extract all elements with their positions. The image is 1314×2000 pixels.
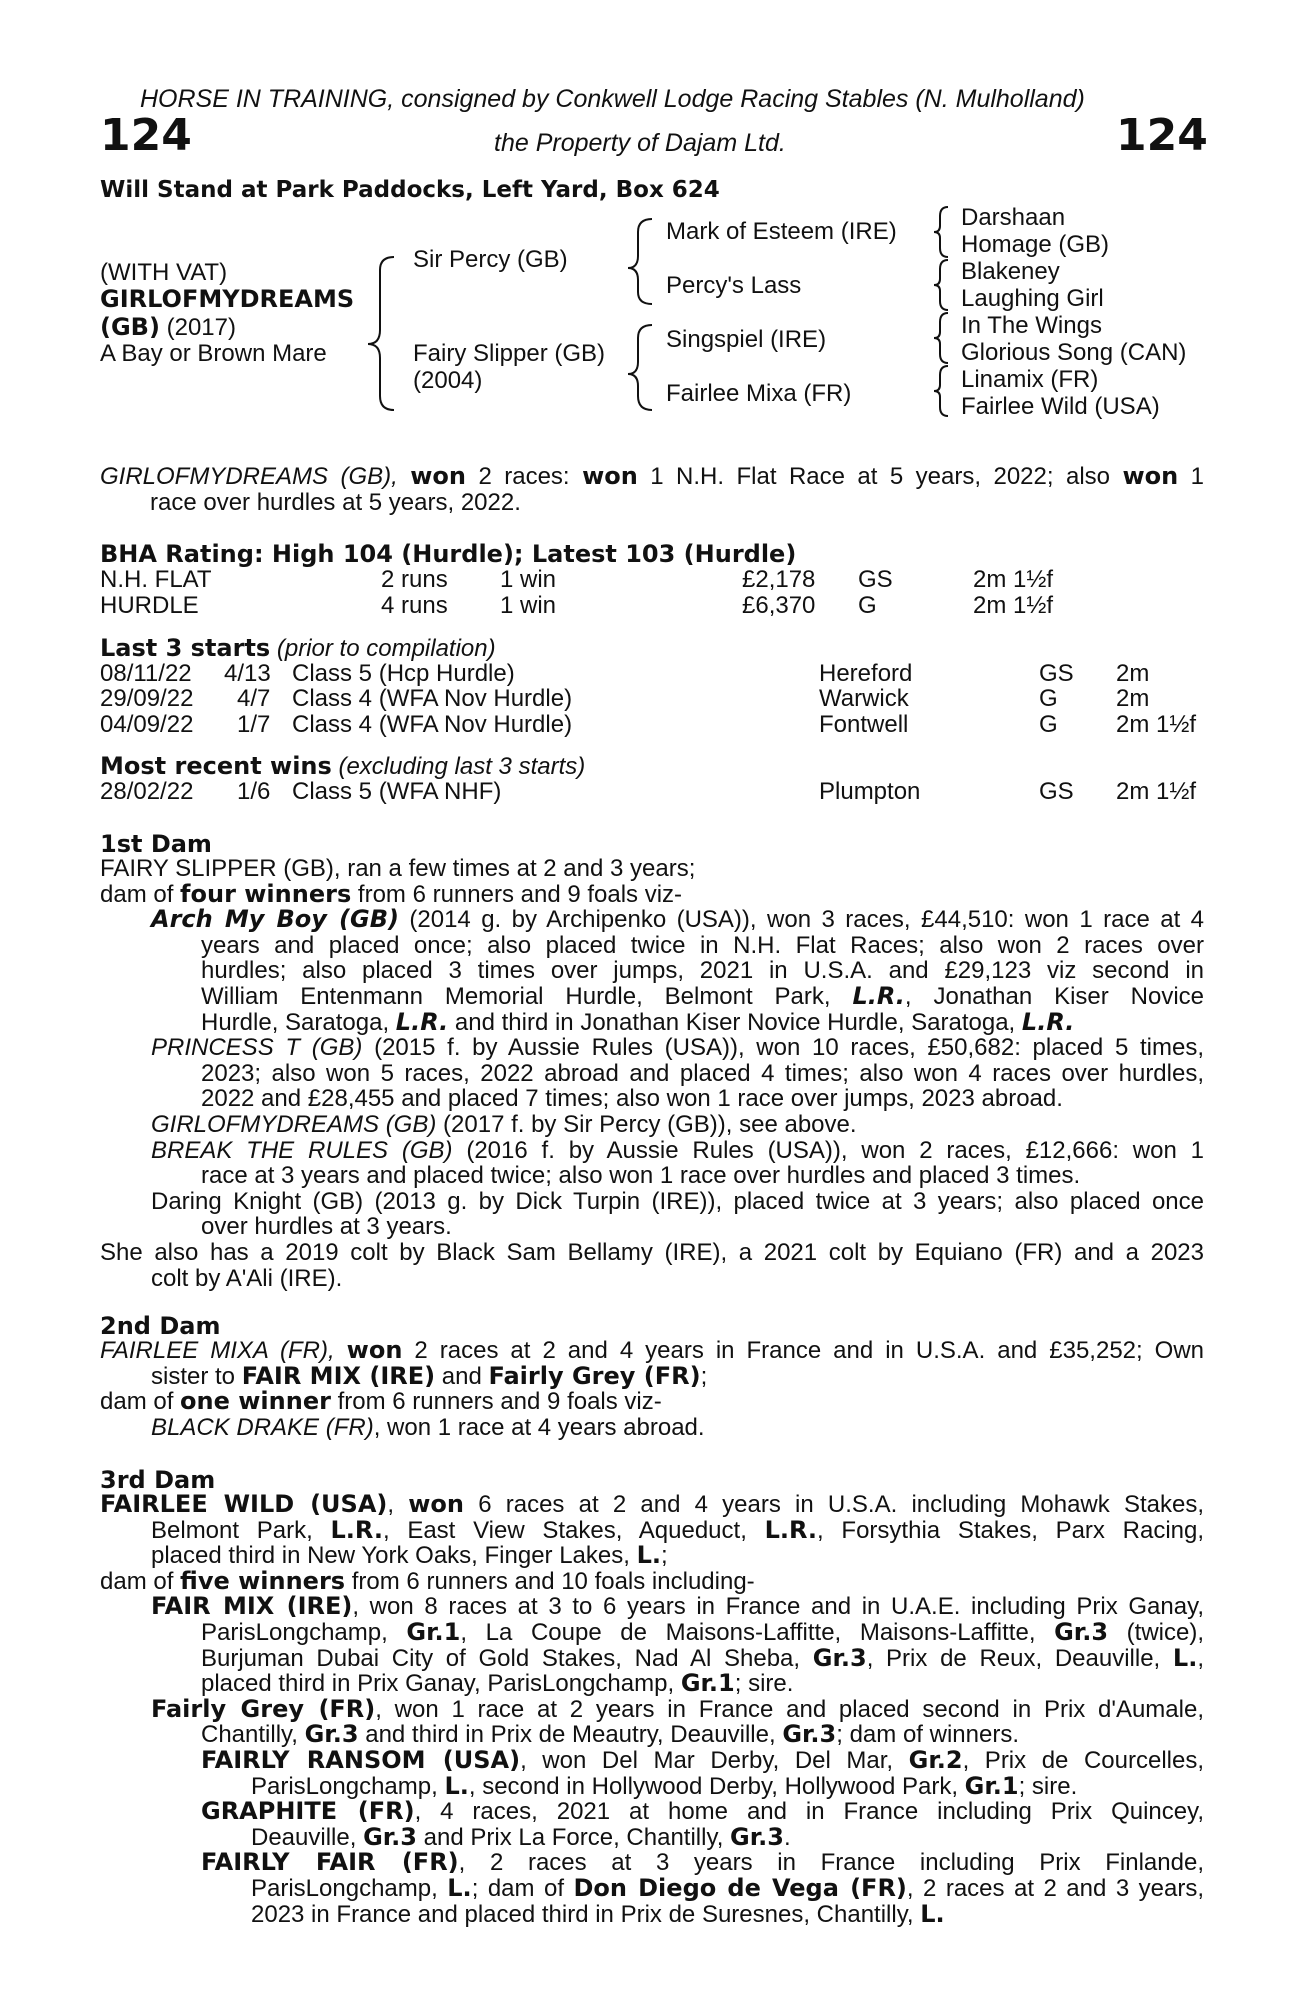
pedigree-ggs-8: Fairlee Wild (USA) [961,393,1160,420]
bha-row-type-2: HURDLE [100,592,199,619]
summary-count: 1 [1190,463,1205,490]
fairly-ransom-l: L. [444,1771,469,1800]
daring-line-2: over hurdles at 3 years. [201,1213,452,1241]
bha-row-going-2: G [858,592,877,619]
dam3-l: L. [636,1541,662,1570]
vat-label: (WITH VAT) [100,259,228,286]
fairly-fair-3a: 2023 in France and placed third in Prix de Suresnes, Chantilly, [251,1900,914,1928]
brace-main [368,257,394,410]
last3-date-2: 29/09/22 [100,685,194,712]
dam3-section [100,1492,1204,1927]
pedigree-ggs-2: Homage (GB) [961,231,1110,258]
graphite-2a: Deauville, [251,1823,357,1851]
recent-date-1: 28/02/22 [100,778,194,805]
princess-line-2: 2023; also won 5 races, 2022 abroad and placed 4 times; also won 4 races over hurdles, [201,1059,1204,1087]
dam2-heading: 2nd Dam [100,1312,221,1340]
fairly-fair-2d: , 2 races at 2 and 3 years, [906,1874,1204,1902]
fairly-ransom-2c: ; sire. [1018,1772,1078,1800]
arch-line-1: (2014 g. by Archipenko (USA)), won 3 races, £44,510: won 1 race at 4 [409,906,1205,934]
pedigree-ggs-3: Blakeney [961,258,1060,285]
fair-mix-3c: , [1197,1644,1204,1672]
fairly-ransom-name: FAIRLY RANSOM (USA) [201,1745,521,1774]
fairly-fair-l: L. [447,1873,472,1902]
dam3-line-2a: Belmont Park, [151,1516,313,1544]
fairly-ransom-gr1: Gr.1 [964,1771,1019,1800]
fairly-grey-2c: ; dam of winners. [836,1721,1019,1749]
recent-course-1: Plumpton [819,778,921,805]
lot-number-left: 124 [100,110,192,161]
last3-dist-1: 2m [1116,660,1150,687]
dam2-name: FAIRLEE MIXA (FR), [100,1337,335,1364]
horse-year: (2017) [166,314,236,341]
bha-row-runs-1: 2 runs [381,566,448,593]
stand-line: Will Stand at Park Paddocks, Left Yard, Box 624 [100,177,720,203]
last3-date-3: 04/09/22 [100,711,194,738]
last3-going-1: GS [1039,660,1074,687]
graphite-2c: . [783,1823,791,1851]
recent-heading [100,752,585,781]
dam3-line-3b: ; [661,1542,668,1570]
dam3-line-3a: placed third in New York Oaks, Finger Lakes, [151,1542,630,1570]
last3-going-3: G [1039,711,1058,738]
race-summary [100,464,1204,515]
summary-won: won [410,462,466,490]
daring-line-1: Daring Knight (GB) (2013 g. by Dick Turpin (IRE)), placed twice at 3 years; also placed once [151,1187,1204,1215]
bha-heading: BHA Rating: High 104 (Hurdle); Latest 103 (Hurdle) [100,540,797,568]
last3-dist-2: 2m [1116,685,1150,712]
pedigree-gs3: Singspiel (IRE) [666,326,827,353]
dam1-line-1: FAIRY SLIPPER (GB), ran a few times at 2 and 3 years; [100,855,696,882]
pedigree-gs1: Mark of Esteem (IRE) [666,218,897,245]
recent-pos-1: 1/6 [237,778,271,805]
brace-gg3 [934,313,948,363]
summary-won-3: won [1122,462,1179,490]
horse-description: A Bay or Brown Mare [100,340,327,367]
last3-date-1: 08/11/22 [100,660,192,687]
dam3-line-2c: , Forsythia Stakes, Parx Racing, [817,1516,1205,1544]
girl-line: (2017 f. by Sir Percy (GB)), see above. [443,1110,857,1138]
horse-name: GIRLOFMYDREAMS [100,285,355,313]
dam1-heading: 1st Dam [100,830,212,858]
last3-going-2: G [1039,685,1058,712]
dam3-line-2b: , East View Stakes, Aqueduct, [382,1516,747,1544]
last3-pos-3: 1/7 [237,711,271,738]
dam1-foals: from 6 runners and 9 foals viz- [357,880,683,908]
also-line-2: colt by A'Ali (IRE). [151,1264,343,1292]
brace-sire [628,219,652,304]
pedigree-ggs-4: Laughing Girl [961,285,1104,312]
property-line: the Property of Dajam Ltd. [494,129,786,157]
fairly-ransom-gr2: Gr.2 [908,1745,963,1774]
arch-line-4b: , Jonathan Kiser Novice [904,982,1205,1010]
break-line-1: (2016 f. by Aussie Rules (USA)), won 2 races, £12,666: won 1 [466,1136,1204,1164]
dam2-fair-mix: FAIR MIX (IRE) [241,1361,436,1390]
dam2-dam-of: dam of [100,1388,174,1416]
summary-won-2: won [582,462,638,490]
fair-mix-gr1-2: Gr.1 [680,1669,735,1698]
bha-row-prize-2: £6,370 [742,592,816,619]
last3-pos-2: 4/7 [237,685,271,712]
brace-gg2 [934,260,948,310]
horse-suffix: (GB) [100,313,160,341]
graphite-name: GRAPHITE (FR) [201,1797,415,1826]
arch-lr-2: L.R. [395,1007,449,1036]
pedigree-gs4: Fairlee Mixa (FR) [666,380,852,407]
graphite-2b: and Prix La Force, Chantilly, [423,1823,724,1851]
pedigree-ggs-6: Glorious Song (CAN) [961,339,1187,366]
dam2-semicolon: ; [700,1362,708,1390]
recent-dist-1: 2m 1½f [1116,778,1197,805]
dam3-foals: from 6 runners and 10 foals including- [351,1567,755,1595]
dam1-dam-of: dam of [100,880,174,908]
recent-title: Most recent wins [100,752,332,780]
fair-mix-gr3: Gr.3 [1054,1617,1109,1646]
arch-lr-3: L.R. [1021,1007,1075,1036]
dam3-won: won [408,1490,464,1518]
last3-pos-1: 4/13 [224,660,271,687]
fair-mix-3a: Burjuman Dubai City of Gold Stakes, Nad Al Sheba, [201,1644,801,1672]
fair-mix-gr3-2: Gr.3 [812,1643,867,1672]
last3-course-3: Fontwell [819,711,909,738]
dam2-sister: sister to [151,1362,236,1390]
fair-mix-gr1: Gr.1 [406,1617,461,1646]
fairly-grey-gr3: Gr.3 [304,1720,359,1749]
pedigree-sire: Sir Percy (GB) [413,246,568,273]
dam3-lr-1: L.R. [330,1515,383,1544]
last3-heading [100,634,496,663]
dam2-foals: from 6 runners and 9 foals viz- [337,1388,662,1416]
arch-line-3: hurdles; also placed 3 times over jumps, 2021 in U.S.A. and £29,123 viz second in [201,957,1204,985]
pedigree-ggs-1: Darshaan [961,204,1066,231]
arch-line-2: years and placed once; also placed twice in N.H. Flat Races; also won 2 races over [201,931,1204,959]
break-line-2: race at 3 years and placed twice; also won 1 race over hurdles and placed 3 times. [201,1162,1081,1190]
bha-row-wins-1: 1 win [500,566,557,593]
pedigree-dam: Fairy Slipper (GB) [413,340,606,367]
dam2-fairly-grey: Fairly Grey (FR) [488,1361,701,1390]
fairly-grey-name: Fairly Grey (FR) [151,1694,376,1723]
fair-mix-4a: placed third in Prix Ganay, ParisLongchamp, [201,1670,675,1698]
brace-gg4 [934,366,948,416]
dam2-line-1: 2 races at 2 and 4 years in France and in U.S.A. and £35,252; Own [414,1337,1205,1364]
last3-race-2: Class 4 (WFA Nov Hurdle) [292,685,573,712]
bha-row-dist-2: 2m 1½f [973,592,1054,619]
bha-row-dist-1: 2m 1½f [973,566,1054,593]
pedigree-dam-year: (2004) [413,367,483,394]
black-drake-line: , won 1 race at 4 years abroad. [373,1413,705,1441]
recent-note: (excluding last 3 starts) [338,753,586,780]
dam2-section [100,1338,1204,1440]
fairly-grey-2a: Chantilly, [201,1721,298,1749]
brace-dam [628,325,652,410]
fairly-ransom-2a: ParisLongchamp, [251,1772,438,1800]
last3-dist-3: 2m 1½f [1116,711,1197,738]
dam2-and: and [441,1362,482,1390]
arch-line-4a: William Entenmann Memorial Hurdle, Belmont Park, [201,982,831,1010]
princess-name: PRINCESS T (GB) [151,1034,363,1062]
arch-lr: L.R. [852,981,905,1010]
recent-going-1: GS [1039,778,1074,805]
fair-mix-l: L. [1172,1643,1198,1672]
dam3-lr-2: L.R. [764,1515,818,1544]
last3-race-3: Class 4 (WFA Nov Hurdle) [292,711,573,738]
last3-race-1: Class 5 (Hcp Hurdle) [292,660,515,687]
fair-mix-name: FAIR MIX (IRE) [151,1592,353,1621]
dam3-heading: 3rd Dam [100,1466,216,1494]
bha-row-type-1: N.H. FLAT [100,566,212,593]
dam1-section [100,856,1204,1291]
fairly-grey-line-1: , won 1 race at 2 years in France and placed second in Prix d'Aumale, [375,1695,1204,1723]
last3-title: Last 3 starts [100,634,271,662]
princess-line-1: (2015 f. by Aussie Rules (USA)), won 10 races, £50,682: placed 5 times, [374,1034,1204,1062]
fairly-fair-line-1: , 2 races at 3 years in France including Prix Finlande, [458,1849,1204,1877]
dam1-winners: four winners [180,879,352,908]
fairly-ransom-2b: , second in Hollywood Derby, Hollywood Park, [468,1772,958,1800]
fair-mix-3b: , Prix de Reux, Deauville, [866,1644,1161,1672]
dam2-won: won [346,1336,403,1364]
fairly-fair-2b: ; dam of [471,1874,564,1902]
summary-text: 1 N.H. Flat Race at 5 years, 2022; also [650,463,1111,490]
fair-mix-2a: ParisLongchamp, [201,1618,388,1646]
arch-line-5a: Hurdle, Saratoga, [201,1008,390,1036]
pedigree-gs2: Percy's Lass [666,272,802,299]
fair-mix-2b: , La Coupe de Maisons-Laffitte, Maisons-Laffitte, [460,1618,1036,1646]
arch-my-boy-name: Arch My Boy (GB) [151,905,399,934]
fairly-ransom-1b: , Prix de Courcelles, [962,1746,1205,1774]
fairly-fair-l-2: L. [920,1899,945,1928]
graphite-gr3: Gr.3 [363,1822,417,1851]
pedigree-ggs-7: Linamix (FR) [961,366,1099,393]
bha-row-prize-1: £2,178 [742,566,816,593]
fairly-fair-2a: ParisLongchamp, [251,1874,438,1902]
break-name: BREAK THE RULES (GB) [151,1136,453,1164]
fair-mix-line-1: , won 8 races at 3 to 6 years in France and in U.A.E. including Prix Ganay, [352,1593,1204,1621]
fairly-ransom-1a: , won Del Mar Derby, Del Mar, [520,1746,894,1774]
fairly-fair-name: FAIRLY FAIR (FR) [201,1848,459,1877]
fair-mix-4b: ; sire. [734,1670,794,1698]
also-line-1: She also has a 2019 colt by Black Sam Bellamy (IRE), a 2021 colt by Equiano (FR) and a 2023 [100,1238,1204,1266]
girl-name: GIRLOFMYDREAMS (GB) [151,1110,437,1138]
graphite-line-1: , 4 races, 2021 at home and in France including Prix Quincey, [414,1798,1205,1826]
bha-row-runs-2: 4 runs [381,592,448,619]
brace-gg1 [934,207,948,257]
consign-line: HORSE IN TRAINING, consigned by Conkwell Lodge Racing Stables (N. Mulholland) [140,85,1085,113]
fairly-grey-gr3-2: Gr.3 [782,1720,837,1749]
lot-number-right: 124 [1116,110,1208,161]
last3-course-1: Hereford [819,660,913,687]
dam2-winner: one winner [180,1387,331,1416]
bha-row-going-1: GS [858,566,893,593]
summary-horse: GIRLOFMYDREAMS (GB), [100,463,398,490]
dam3-name: FAIRLEE WILD (USA) [100,1490,388,1518]
fair-mix-2c: (twice), [1126,1618,1205,1646]
black-drake-name: BLACK DRAKE (FR) [151,1413,374,1441]
pedigree-ggs-5: In The Wings [961,312,1102,339]
recent-race-1: Class 5 (WFA NHF) [292,778,502,805]
dam3-dam-of: dam of [100,1567,174,1595]
arch-line-5b: and third in Jonathan Kiser Novice Hurdle, Saratoga, [454,1008,1016,1036]
princess-line-3: 2022 and £28,455 and placed 7 times; also won 1 race over jumps, 2023 abroad. [201,1085,1063,1113]
graphite-gr3-2: Gr.3 [730,1822,784,1851]
don-diego-name: Don Diego de Vega (FR) [573,1873,907,1902]
dam3-comma: , [387,1491,395,1518]
dam3-line-1: 6 races at 2 and 4 years in U.S.A. including Mohawk Stakes, [478,1491,1204,1518]
summary-races: 2 races: [478,463,570,490]
summary-line-2: race over hurdles at 5 years, 2022. [150,488,521,516]
dam3-winners: five winners [180,1566,346,1595]
last3-course-2: Warwick [819,685,909,712]
bha-row-wins-2: 1 win [500,592,557,619]
last3-note: (prior to compilation) [276,635,496,662]
fairly-grey-2b: and third in Prix de Meautry, Deauville, [365,1721,776,1749]
pedigree-braces [0,0,1314,440]
